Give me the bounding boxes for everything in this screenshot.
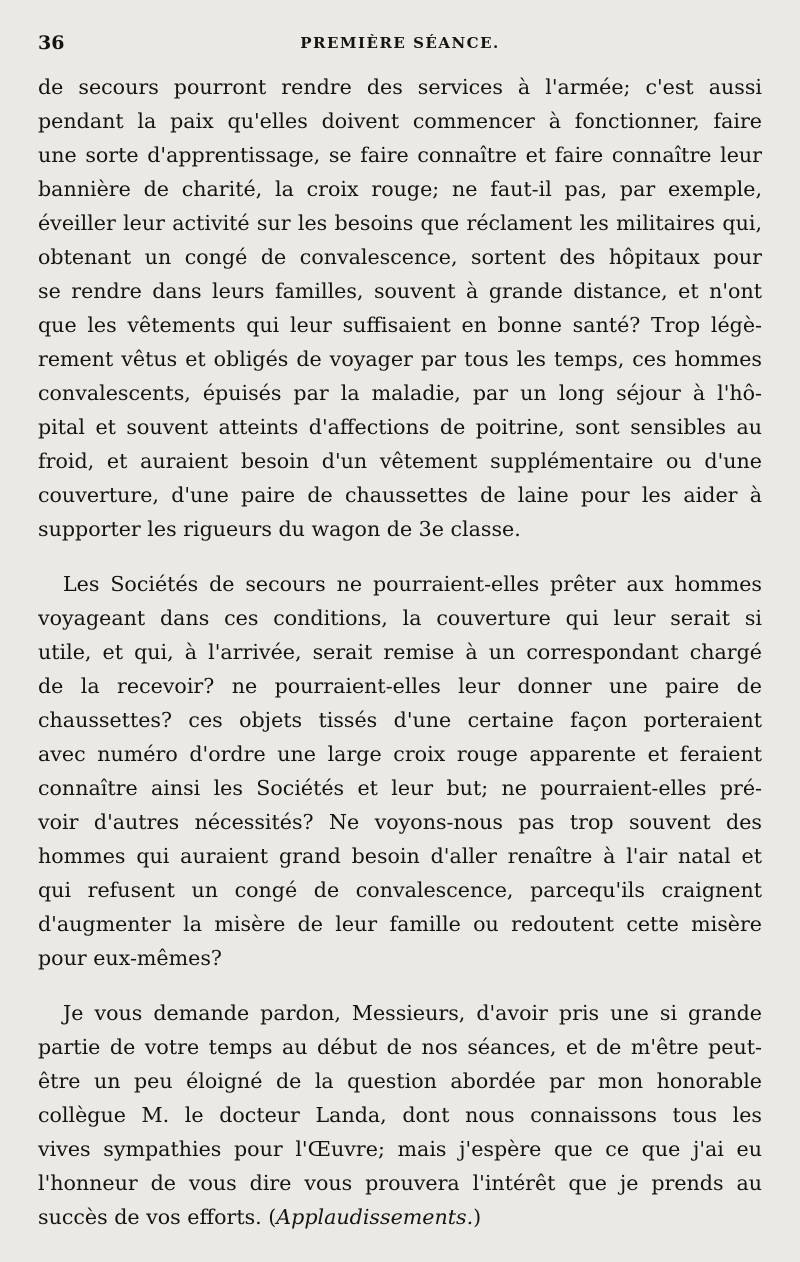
- text-line: pital et souvent atteints d'affections de poitrine, sont sensibles au: [38, 415, 762, 439]
- text-line: que les vêtements qui leur suffisaient en bonne santé? Trop légè-: [38, 313, 762, 337]
- text-line-closing: [38, 1200, 762, 1234]
- paragraph-1: [38, 70, 762, 546]
- text-line: utile, et qui, à l'arrivée, serait remise à un correspondant chargé: [38, 640, 762, 664]
- text-line: pour eux-mêmes?: [38, 946, 222, 970]
- text-line: de secours pourront rendre des services à l'armée; c'est aussi: [38, 75, 762, 99]
- text-line: supporter les rigueurs du wagon de 3e classe.: [38, 517, 521, 541]
- text-line: de la recevoir? ne pourraient-elles leur donner une paire de: [38, 674, 762, 698]
- text-line: se rendre dans leurs familles, souvent à grande distance, et n'ont: [38, 279, 762, 303]
- text-line: hommes qui auraient grand besoin d'aller renaître à l'air natal et: [38, 844, 762, 868]
- text-line: obtenant un congé de convalescence, sortent des hôpitaux pour: [38, 245, 762, 269]
- body-text: [38, 70, 762, 1234]
- text-line: connaître ainsi les Sociétés et leur but; ne pourraient-elles pré-: [38, 776, 762, 800]
- text-line: bannière de charité, la croix rouge; ne faut-il pas, par exemple,: [38, 177, 762, 201]
- text-line: qui refusent un congé de convalescence, parcequ'ils craignent: [38, 878, 762, 902]
- paragraph-3: [38, 996, 762, 1234]
- page-number: 36: [38, 32, 65, 54]
- running-head: PREMIÈRE SÉANCE.: [300, 34, 500, 52]
- text-line: pendant la paix qu'elles doivent commencer à fonctionner, faire: [38, 109, 762, 133]
- paragraph-spacer: [38, 546, 762, 567]
- text-line: vives sympathies pour l'Œuvre; mais j'espère que ce que j'ai eu: [38, 1137, 762, 1161]
- text-line: Les Sociétés de secours ne pourraient-elles prêter aux hommes: [63, 572, 762, 596]
- closing-paren: ): [473, 1205, 482, 1229]
- text-line: d'augmenter la misère de leur famille ou redoutent cette misère: [38, 912, 762, 936]
- text-line: partie de votre temps au début de nos séances, et de m'être peut-: [38, 1035, 762, 1059]
- text-line: avec numéro d'ordre une large croix rouge apparente et feraient: [38, 742, 762, 766]
- closing-text: succès de vos efforts. (: [38, 1205, 277, 1229]
- text-line: chaussettes? ces objets tissés d'une certaine façon porteraient: [38, 708, 762, 732]
- text-line: collègue M. le docteur Landa, dont nous connaissons tous les: [38, 1103, 762, 1127]
- text-line: l'honneur de vous dire vous prouvera l'intérêt que je prends au: [38, 1171, 762, 1195]
- applause-note: Applaudissements.: [276, 1205, 474, 1229]
- text-line: convalescents, épuisés par la maladie, par un long séjour à l'hô-: [38, 381, 762, 405]
- text-line: Je vous demande pardon, Messieurs, d'avoir pris une si grande: [63, 1001, 762, 1025]
- text-line: voir d'autres nécessités? Ne voyons-nous pas trop souvent des: [38, 810, 762, 834]
- text-line: rement vêtus et obligés de voyager par tous les temps, ces hommes: [38, 347, 762, 371]
- paragraph-spacer: [38, 975, 762, 996]
- page-header: [38, 32, 762, 58]
- text-line: éveiller leur activité sur les besoins que réclament les militaires qui,: [38, 211, 762, 235]
- text-line: voyageant dans ces conditions, la couverture qui leur serait si: [38, 606, 762, 630]
- paragraph-2: [38, 567, 762, 975]
- text-line: couverture, d'une paire de chaussettes de laine pour les aider à: [38, 483, 762, 507]
- text-line: être un peu éloigné de la question abordée par mon honorable: [38, 1069, 762, 1093]
- text-line: une sorte d'apprentissage, se faire connaître et faire connaître leur: [38, 143, 762, 167]
- text-line: froid, et auraient besoin d'un vêtement supplémentaire ou d'une: [38, 449, 762, 473]
